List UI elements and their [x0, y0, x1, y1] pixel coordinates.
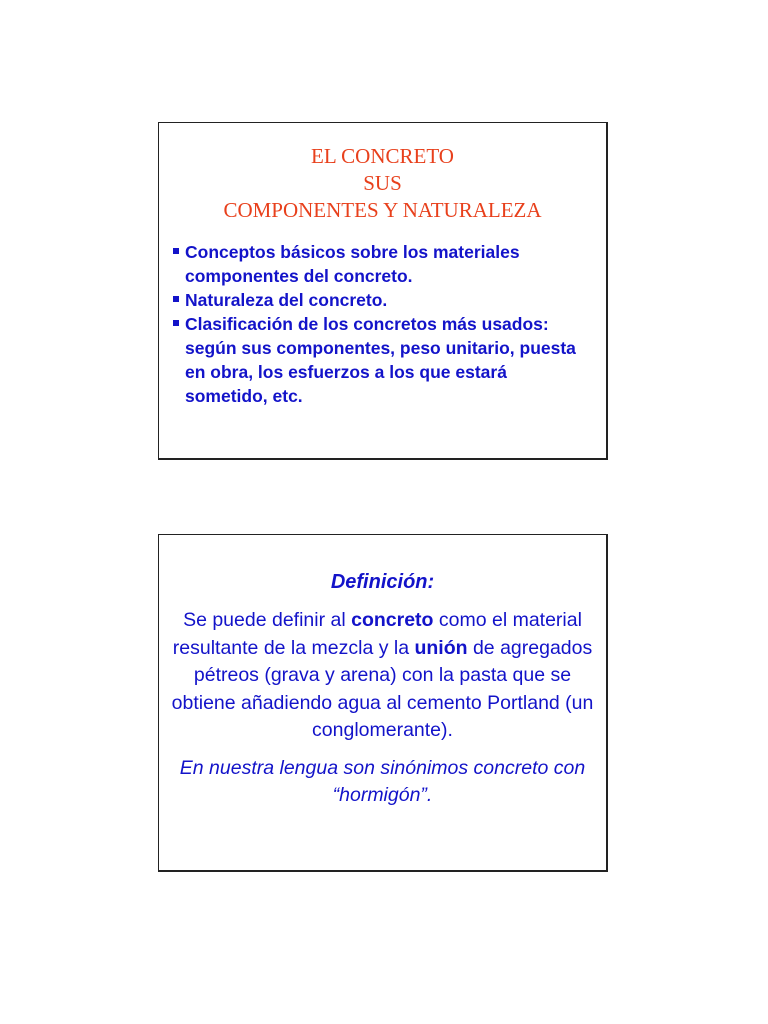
definition-heading: Definición: [330, 571, 435, 593]
title-line-3: COMPONENTES Y NATURALEZA [223, 198, 542, 222]
square-bullet-icon [173, 296, 179, 302]
title-line-2: SUS [363, 171, 402, 195]
definition-paragraph [167, 607, 598, 745]
synonym-note: En nuestra lengua son sinónimos concreto con “hormigón”. [179, 756, 586, 806]
slide-title [159, 143, 606, 224]
definition-term-union: unión [414, 636, 468, 659]
definition-text: de agregados pétreos (grava y arena) con la pasta que se obtiene añadiendo agua al cemento Portland (un conglomerante). [171, 636, 594, 741]
slide-definition [158, 534, 608, 872]
list-item [173, 312, 592, 408]
list-item [173, 288, 592, 312]
bullet-text: Conceptos básicos sobre los materiales componentes del concreto. [185, 242, 520, 286]
square-bullet-icon [173, 320, 179, 326]
slide-overview [158, 122, 608, 460]
definition-term-concreto: concreto [351, 609, 434, 631]
definition-text: Se puede definir al [183, 609, 352, 631]
bullet-text: Clasificación de los concretos más usados: según sus componentes, peso unitario, puesta en obra, los esfuerzos a los que estará sometido, etc. [185, 314, 576, 406]
topics-list [173, 240, 592, 408]
bullet-text: Naturaleza del concreto. [185, 290, 388, 310]
square-bullet-icon [173, 248, 179, 254]
definition-text: como el material resultante de la mezcla y la [172, 609, 582, 659]
title-line-1: EL CONCRETO [311, 144, 454, 168]
list-item [173, 240, 592, 288]
